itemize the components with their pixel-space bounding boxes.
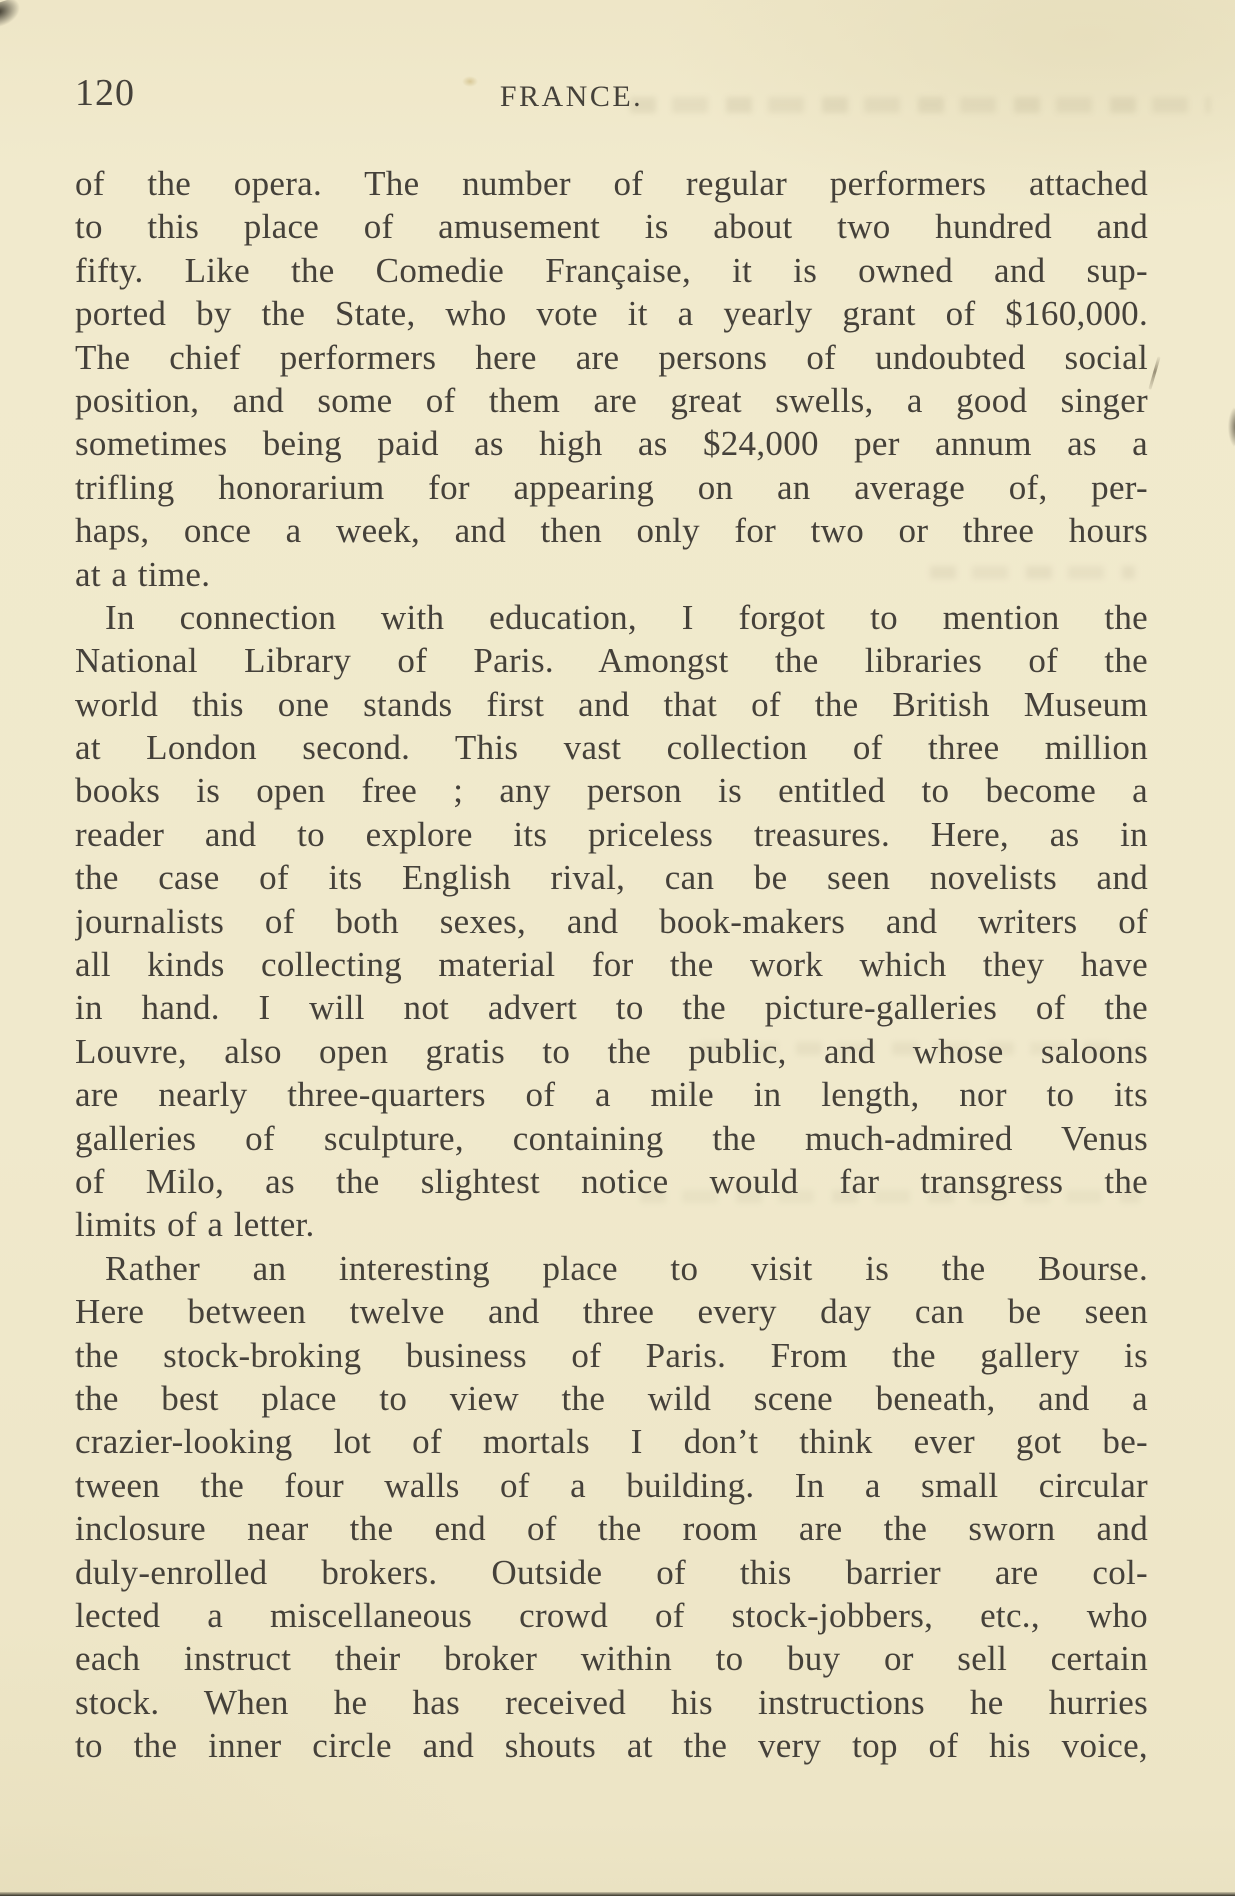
text-block bbox=[75, 162, 1148, 1767]
edge-fleck bbox=[1228, 406, 1235, 448]
text-line: world this one stands first and that of the British Museum bbox=[75, 684, 1148, 724]
text-line: books is open free ; any person is entitled to become a bbox=[75, 771, 1148, 811]
text-line: Here between twelve and three every day can be seen bbox=[75, 1292, 1148, 1332]
text-line: journalists of both sexes, and book-makers and writers of bbox=[75, 901, 1148, 941]
text-line: stock. When he has received his instructions he hurries bbox=[75, 1682, 1148, 1722]
text-line: haps, once a week, and then only for two or three hours bbox=[75, 511, 1148, 551]
text-line: in hand. I will not advert to the picture-galleries of the bbox=[75, 988, 1148, 1028]
text-line: each instruct their broker within to buy or sell certain bbox=[75, 1639, 1148, 1679]
text-line: all kinds collecting material for the work which they have bbox=[75, 945, 1148, 985]
text-line: The chief performers here are persons of undoubted social bbox=[75, 337, 1148, 377]
text-line: of Milo, as the slightest notice would far transgress the bbox=[75, 1161, 1148, 1201]
pen-mark bbox=[1148, 356, 1160, 390]
text-line: trifling honorarium for appearing on an average of, per- bbox=[75, 467, 1148, 507]
text-line: ported by the State, who vote it a yearly grant of $160,000. bbox=[75, 294, 1148, 334]
text-line: fifty. Like the Comedie Française, it is owned and sup- bbox=[75, 250, 1148, 290]
text-line: crazier-looking lot of mortals I don’t think ever got be- bbox=[75, 1422, 1148, 1462]
text-line: to the inner circle and shouts at the very top of his voice, bbox=[75, 1726, 1148, 1766]
text-line: galleries of sculpture, containing the much-admired Venus bbox=[75, 1118, 1148, 1158]
text-line: National Library of Paris. Amongst the libraries of the bbox=[75, 641, 1148, 681]
page-edge-shadow bbox=[0, 1892, 1235, 1896]
text-line: duly-enrolled brokers. Outside of this barrier are col- bbox=[75, 1552, 1148, 1592]
text-line: inclosure near the end of the room are the sworn and bbox=[75, 1509, 1148, 1549]
page-number: 120 bbox=[75, 72, 135, 114]
page-header bbox=[75, 0, 1148, 140]
text-line: at London second. This vast collection of three million bbox=[75, 728, 1148, 768]
text-line: In connection with education, I forgot to mention the bbox=[105, 597, 1148, 637]
text-line: sometimes being paid as high as $24,000 per annum as a bbox=[75, 424, 1148, 464]
ink-smudge bbox=[0, 0, 25, 27]
paper-spot bbox=[462, 76, 478, 87]
text-line: position, and some of them are great swells, a good singer bbox=[75, 380, 1148, 420]
text-line: to this place of amusement is about two hundred and bbox=[75, 207, 1148, 247]
text-line: the stock-broking business of Paris. From the gallery is bbox=[75, 1335, 1148, 1375]
text-line: limits of a letter. bbox=[75, 1205, 315, 1245]
text-line: are nearly three-quarters of a mile in length, nor to its bbox=[75, 1075, 1148, 1115]
text-line: Louvre, also open gratis to the public, and whose saloons bbox=[75, 1031, 1148, 1071]
text-line: reader and to explore its priceless treasures. Here, as in bbox=[75, 814, 1148, 854]
text-line: the case of its English rival, can be seen novelists and bbox=[75, 858, 1148, 898]
text-line: lected a miscellaneous crowd of stock-jobbers, etc., who bbox=[75, 1595, 1148, 1635]
running-header: FRANCE. bbox=[499, 80, 644, 113]
text-line: Rather an interesting place to visit is the Bourse. bbox=[105, 1248, 1148, 1288]
text-line: tween the four walls of a building. In a small circular bbox=[75, 1465, 1148, 1505]
text-line: the best place to view the wild scene beneath, and a bbox=[75, 1378, 1148, 1418]
text-line: at a time. bbox=[75, 554, 211, 594]
text-line: of the opera. The number of regular performers attached bbox=[75, 164, 1148, 203]
